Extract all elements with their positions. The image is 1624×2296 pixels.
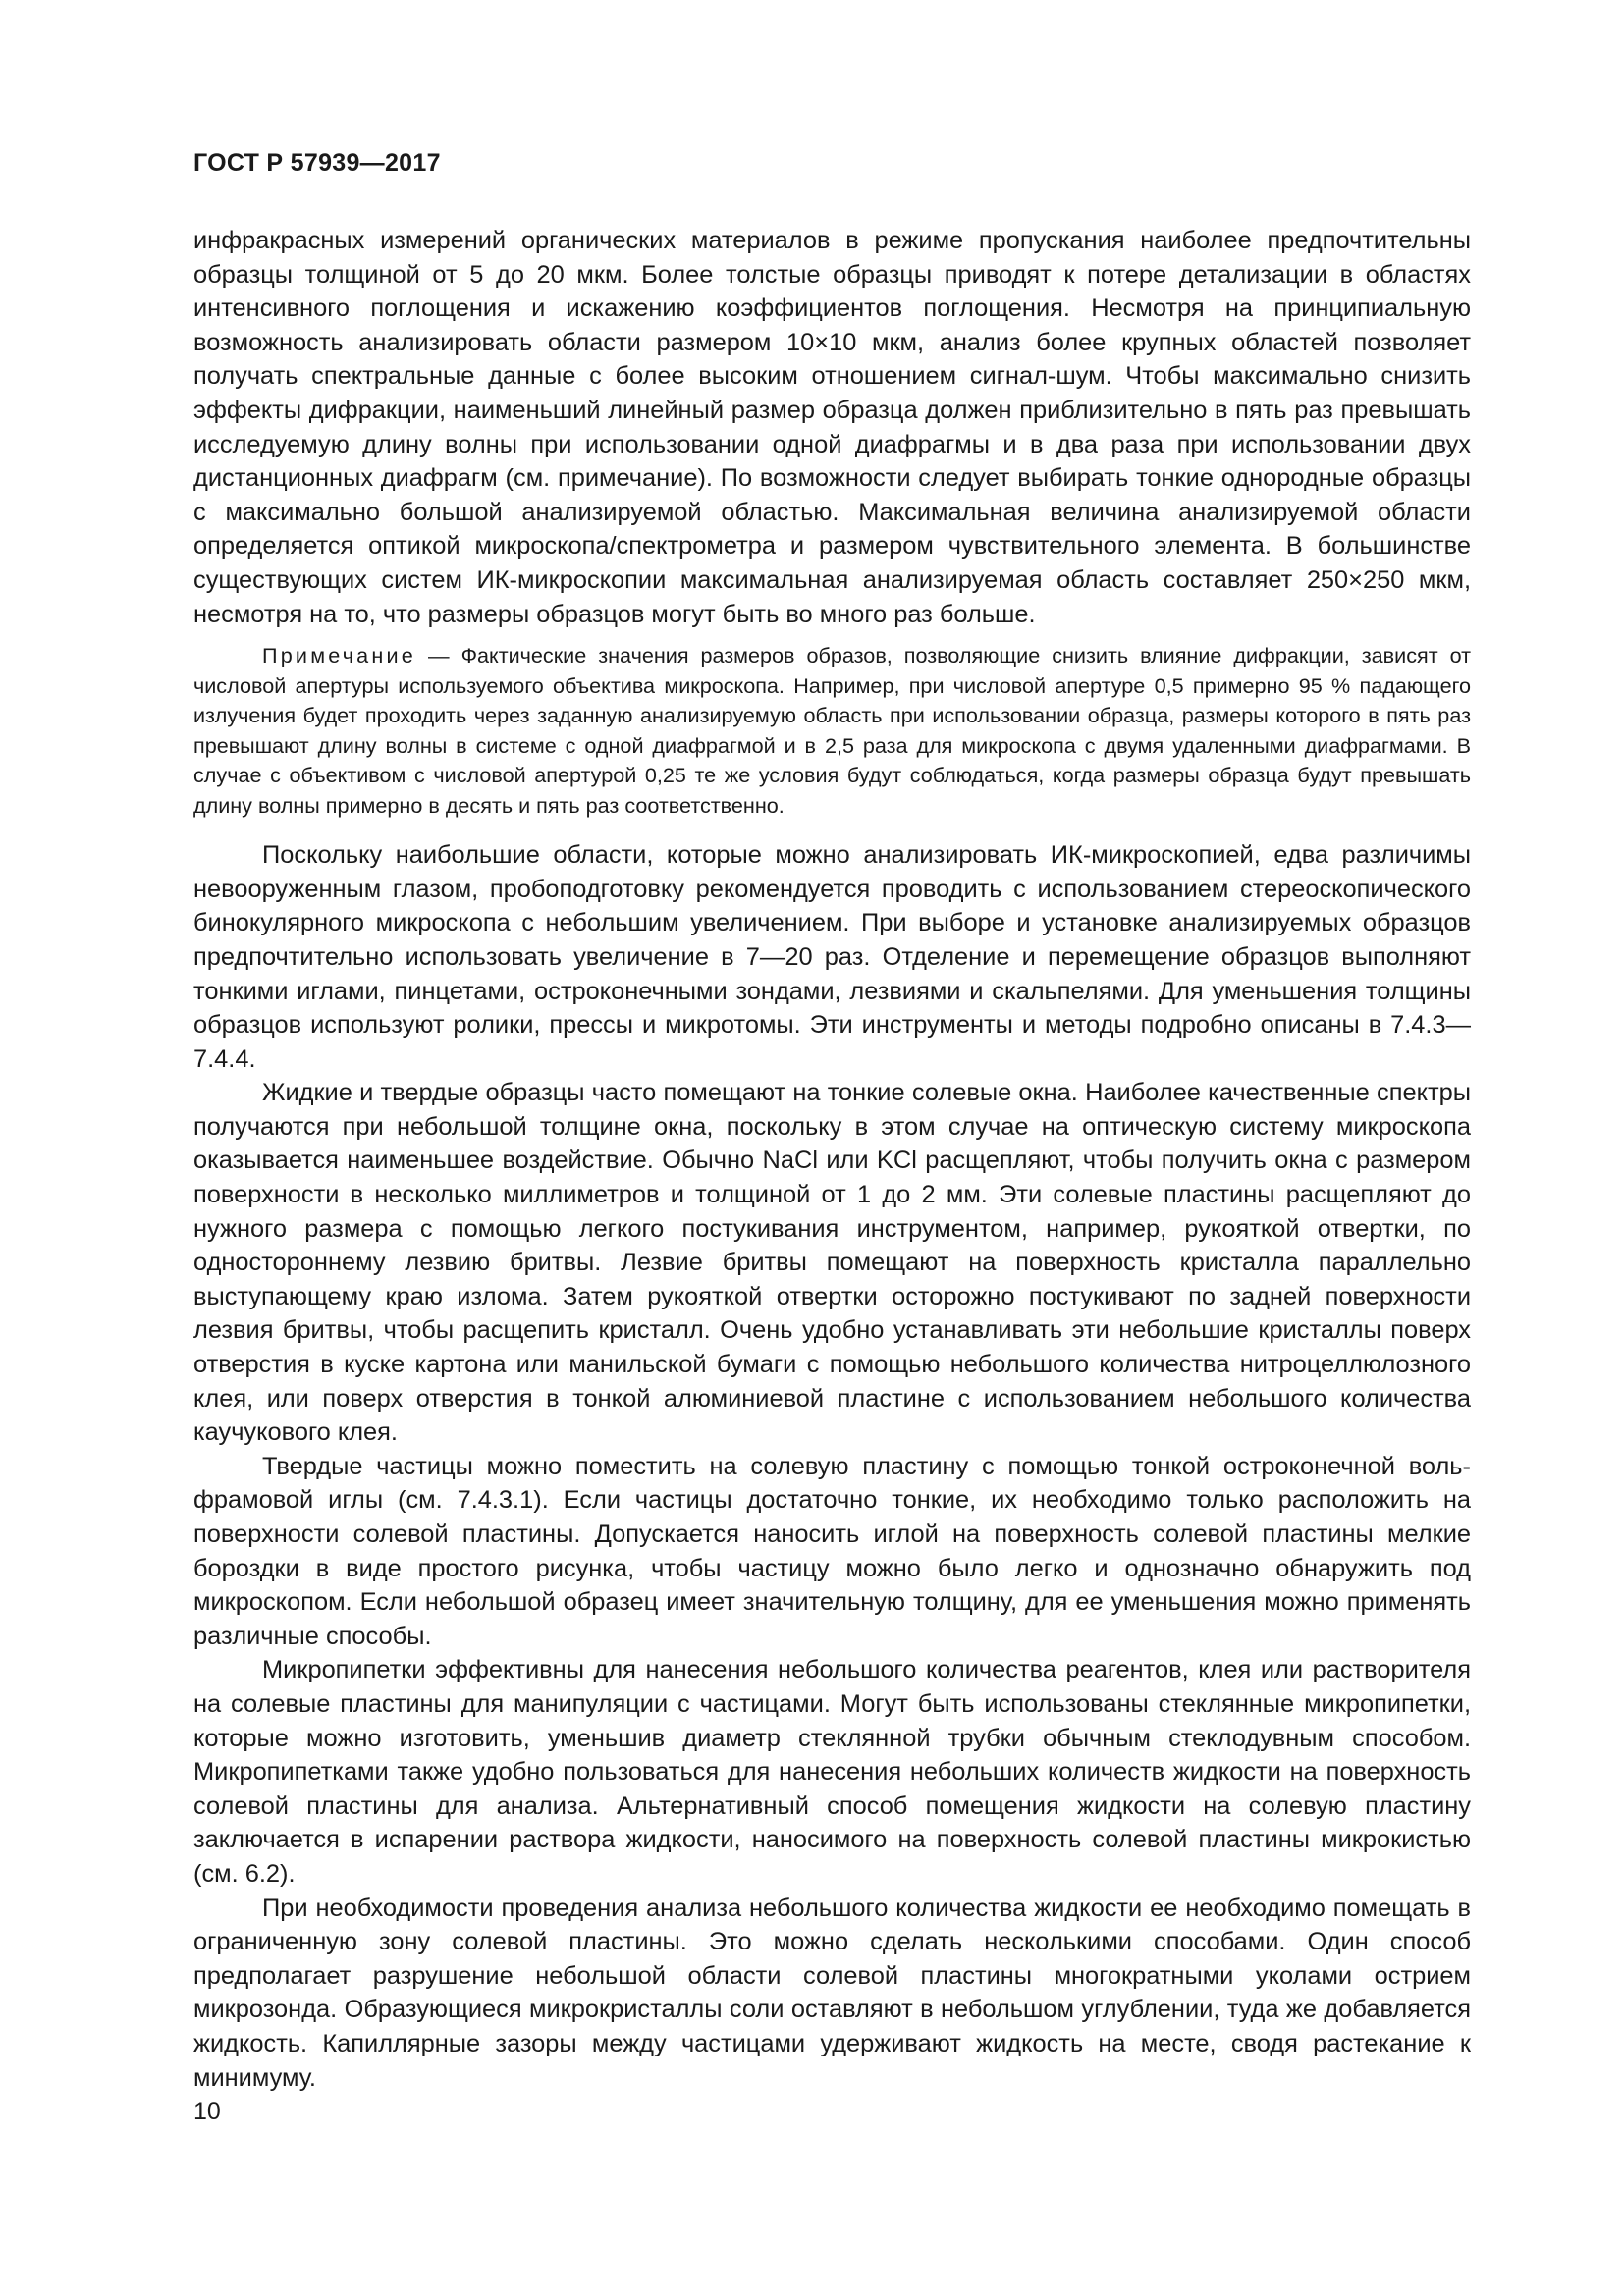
paragraph-sample-preparation: Поскольку наибольшие области, которые можно анализировать ИК-микроскопией, едва различимы невооруженным глазом, пробоподготовку рекомендуется проводить с использованием стереоскопического бинокулярного микроскопа с небольшим увеличением. При выборе и установке анализируемых образцов предпочтительно использовать увеличение в 7—20 раз. Отделение и перемещение образцов выполняют тонкими иглами, пинцетами, остроконечными зондами, лезвиями и скальпелями. Для уменьшения толщины образцов используют ролики, прессы и микротомы. Эти инструменты и методы подробно описаны в 7.4.3—7.4.4. [193, 841, 1471, 1073]
paragraph-salt-windows: Жидкие и твердые образцы часто помещают на тонкие солевые окна. Наиболее качественные спектры получаются при небольшой толщине окна, поскольку в этом случае на оптическую систему микроскопа оказывается наименьшее воздействие. Обычно NaCl или KCl расщепляют, чтобы получить окна с размером поверхности в несколько миллиметров и толщиной от 1 до 2 мм. Эти солевые пластины расщепляют до нужного размера с помощью легкого постукивания инструментом, например, рукояткой отвертки, по одностороннему лезвию бритвы. Лезвие бритвы помещают на поверхность кристалла параллельно выступающему краю излома. Затем рукояткой отвертки осторожно постукивают по задней поверхности лезвия бритвы, чтобы расщепить кристалл. Очень удобно устанавливать эти небольшие кристаллы поверх отверстия в куске картона или манильской бумаги с помощью небольшого количества нитроцеллюлозного клея, или поверх отверстия в тонкой алюминиевой пластине с использованием небольшого количества каучукового клея. [193, 1079, 1471, 1447]
page-number: 10 [193, 2098, 221, 2125]
note-block [193, 641, 1471, 821]
paragraph-micropipettes: Микропипетки эффективны для нанесения небольшого количества реагентов, клея или растворителя на солевые пластины для манипуляции с частицами. Могут быть использованы стеклянные микропипетки, которые можно изготовить, уменьшив диаметр стеклянной трубки обычным стеклодувным способом. Микропипетками также удобно пользоваться для нанесения небольших количеств жидкости на поверхность солевой пластины для анализа. Альтернативный способ помещения жидкости на солевую пластину заключается в испарении раствора жидкости, наносимого на поверхность солевой пластины микрокистью (см. 6.2). [193, 1656, 1471, 1888]
note-label: Примечание [262, 643, 416, 668]
note-text: Фактические значения размеров образов, позволяющие снизить влияние дифракции, зависят от числовой апертуры используемого объектива микроскопа. Например, при числовой апертуре 0,5 примерно 95 % падающего излучения будет проходить через заданную анализируемую область при использовании образца, размеры которого в пять раз превышают длину волны в системе с одной диафрагмой и в 2,5 раза для микроскопа с двумя удаленными диафрагмами. В случае с объективом с числовой апертурой 0,25 те же условия будут соблюдаться, когда размеры образца будут превышать длину волны примерно в десять и пять раз соответственно. [193, 643, 1472, 818]
paragraph-sample-thickness: инфракрасных измерений органических материалов в режиме пропускания наиболее предпочтительны образцы толщиной от 5 до 20 мкм. Более толстые образцы приводят к потере детализации в областях интенсивного поглощения и искажению коэффициентов поглощения. Несмотря на принципиальную возможность анализировать области размером 10×10 мкм, анализ более крупных областей позволяет получать спектральные данные с более высоким отношением сигнал-шум. Чтобы максимально снизить эффекты дифракции, наименьший линейный размер образца должен приблизительно в пять раз превышать исследуемую длину волны при использовании одной диафрагмы и в два раза при использовании двух дистанционных диафрагм (см. примечание). По возможности следует выбирать тонкие однородные образцы с максимально большой анализируемой областью. Максимальная величина анализируемой области определяется оптикой микроскопа/спектрометра и размером чувствительного элемента. В большинстве существующих систем ИК-микроскопии максимальная анализируемая область составляет 250×250 мкм, несмотря на то, что размеры образцов могут быть во много раз больше. [193, 227, 1471, 628]
page-body [193, 224, 1471, 2095]
note-dash: — [416, 643, 461, 668]
paragraph-solid-particles: Твердые частицы можно поместить на солевую пластину с помощью тонкой остроконечной вольфрамовой иглы (см. 7.4.3.1). Если частицы достаточно тонкие, их необходимо только расположить на поверхности солевой пластины. Допускается наносить иглой на поверхность солевой пластины мелкие бороздки в виде простого рисунка, чтобы частицу можно было легко и однозначно обнаружить под микроскопом. Если небольшой образец имеет значительную толщину, для ее уменьшения можно применять различные способы. [193, 1452, 1471, 1650]
document-header: ГОСТ Р 57939—2017 [193, 149, 441, 177]
paragraph-liquid-analysis: При необходимости проведения анализа небольшого количества жидкости ее необходимо помещать в ограниченную зону солевой пластины. Это можно сделать несколькими способами. Один способ предполагает разрушение небольшой области солевой пластины многократными уколами острием микрозонда. Образующиеся микрокристаллы соли оставляют в небольшом углублении, туда же добавляется жидкость. Капиллярные зазоры между частицами удерживают жидкость на месте, сводя растекание к минимуму. [193, 1894, 1471, 2092]
